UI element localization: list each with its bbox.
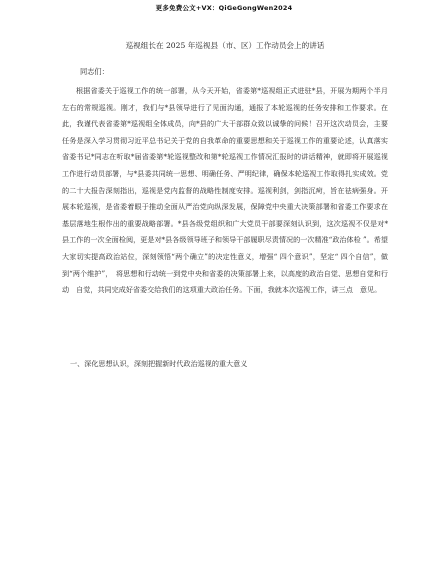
section-heading: 一、深化思想认识，深刻把握新时代政治巡视的重大意义 [70, 359, 248, 368]
body-paragraph: 根据省委关于巡视工作的统一部署，从今天开始，省委第*巡视组正式进驻*县，开展为期两个半月左右的常规巡视。刚才，我们与*县领导进行了见面沟通，通报了本轮巡视的任务安排和工作要求。在此，我谨代表省委第*巡视组全体成员，向*县的广大干部群众致以诚挚的问候！召开这次动员会，主要任务是深入学习贯彻习近平总书记关于党的自我革命的重要思想和关于巡视工作的重要论述，认真落实省委书记*同志在听取*届省委第*轮巡视整改和第*轮巡视工作情况汇报时的讲话精神，就即将开展巡视工作进行动员部署，与*县委共同统一思想、明确任务、严明纪律，确保本轮巡视工作取得扎实成效。党的二十大报告深刻指出，巡视是党内监督的战略性制度安排。巡视利剑，剑指沉疴，旨在祛病强身。开展本轮巡视，是省委着眼于推动全面从严治党向纵深发展，保障党中央重大决策部署和省委工作要求在基层落地生根作出的重要战略部署。*县各级党组织和广大党员干部要深刻认识到，这次巡视不仅是对*县工作的一次全面检阅，更是对*县各级领导班子和领导干部履职尽责情况的一次精准“政治体检 ”。希望大家切实提高政治站位，深刻领悟“两个确立”的决定性意义，增强“ 四个意识”，坚定“ 四个自信”，做到“两个维护”， 将思想和行动统一到党中央和省委的决策部署上来，以高度的政治自觉、思想自觉和行动 自觉，共同完成好省委交给我们的这项重大政治任务。下面，我就本次巡视工作，讲三点 意见。 [62, 86, 388, 295]
top-banner: 更多免费公文+VX：QiGeGongWen2024 [155, 4, 293, 12]
salutation: 同志们： [80, 67, 109, 76]
document-title: 巡视组长在 2025 年巡视县（市、区）工作动员会上的讲话 [125, 41, 325, 50]
